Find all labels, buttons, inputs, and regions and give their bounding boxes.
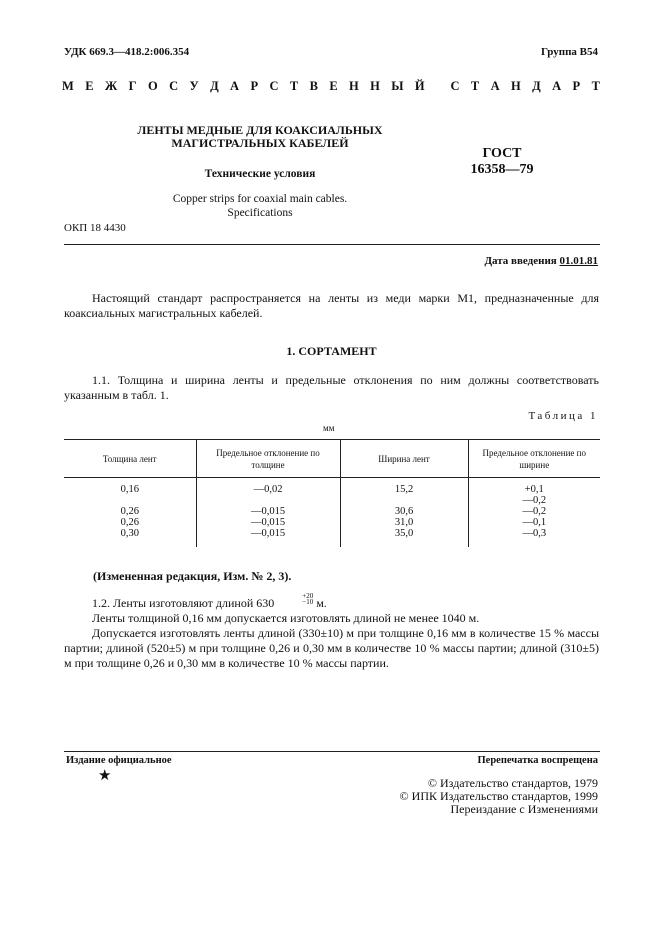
clause-1-2-line-1 [64,593,599,611]
banner-letter: С [450,79,460,93]
cell-width-deviation: —0,3 [468,528,600,539]
sizes-table [64,439,600,547]
cell-width-deviation: —0,2 [468,506,600,517]
banner-letter: Р [572,79,581,93]
header-width-deviation: Предельное отклонение по ширине [468,440,600,478]
cell-thickness: 0,16 [120,484,139,495]
banner-letter: А [552,79,562,93]
banner-letter: Е [85,79,94,93]
copyright-block [400,777,598,816]
banner-letter: Р [250,79,259,93]
cell-width: 35,0 [340,528,468,539]
cell-thickness-deviation: —0,02 [196,484,340,495]
document-title-block [110,124,410,220]
table-row [64,495,600,506]
table-row [64,506,600,517]
cell-width-deviation: —0,1 [468,517,600,528]
banner-letter: Н [349,79,359,93]
copyright-line-2: © ИПК Издательство стандартов, 1999 [399,789,598,803]
clause-1-2-suffix: м. [313,596,327,610]
banner-letter: Т [289,79,299,93]
cell-width: 30,6 [340,506,468,517]
copyright-line-3: Переиздание с Изменениями [450,802,598,816]
title-english-line-1: Copper strips for coaxial main cables. [172,193,348,205]
table-caption: Таблица 1 [528,410,598,422]
banner-letter: Т [470,79,480,93]
header-divider [64,244,600,245]
banner-letter: М [62,79,74,93]
banner-letter: Д [210,79,219,93]
introduction-date [484,255,598,267]
scope-paragraph: Настоящий стандарт распространяется на ленты из меди марки М1, предназначенные для коаксиальных магистральных кабелей. [64,291,599,320]
clause-1-2-prefix: 1.2. Ленты изготовляют длиной 630 [92,596,275,610]
banner-letter: Н [511,79,521,93]
banner-letter: С [169,79,179,93]
header-thickness-deviation: Предельное отклонение по толщине [196,440,340,478]
cell-thickness-deviation: —0,015 [196,506,340,517]
clause-1-2 [64,593,599,671]
banner-letter: У [189,79,199,93]
cell-thickness: 0,30 [120,528,139,539]
banner-letter: В [309,79,318,93]
cell-thickness: 0,26 [120,506,139,517]
clause-1-1: 1.1. Толщина и ширина ленты и предельные отклонения по ним должны соответствовать указанным в табл. 1. [64,373,599,402]
okp-code: ОКП 18 4430 [64,222,126,234]
cell-thickness: 0,26 [120,517,139,528]
table-row [64,517,600,528]
changes-note: (Измененная редакция, Изм. № 2, 3). [93,569,292,583]
banner-letter: Ж [104,79,118,93]
tolerance-plus: +20 [302,592,314,600]
clause-1-2-line-2: Ленты толщиной 0,16 мм допускается изготовлять длиной не менее 1040 м. [92,611,480,625]
footer-divider [64,751,600,752]
banner-letter: Г [128,79,137,93]
header-thickness: Толщина лент [64,440,196,478]
official-edition: Издание официальное [66,755,172,766]
banner-letter: А [230,79,240,93]
title-subtitle: Технические условия [204,168,316,180]
banner-letter: Й [414,79,425,93]
banner-letter: А [490,79,500,93]
reprint-prohibited: Перепечатка воспрещена [477,755,598,766]
cell-thickness-deviation: —0,015 [196,528,340,539]
clause-1-2-line-3: Допускается изготовлять ленты длиной (330±10) м при толщине 0,16 мм в количестве 15 % массы партии; длиной (520±5) м при толщине 0,26 и 0,30 мм в количестве 10 % массы партии; длиной (310±5) м при толщине 0,26 и 0,30 мм в количестве 10 % массы партии. [64,626,599,670]
banner-gap [436,79,439,94]
standard-banner [62,79,600,94]
gost-number: 16358—79 [470,162,534,177]
introduction-date-value: 01.01.81 [559,255,598,267]
gost-label: ГОСТ [482,146,522,161]
banner-letter: О [147,79,158,93]
title-line-1: ЛЕНТЫ МЕДНЫЕ ДЛЯ КОАКСИАЛЬНЫХ [137,123,383,137]
table-unit: мм [323,423,335,433]
cell-width-deviation: +0,1 [468,484,600,495]
star-icon: ★ [98,768,112,784]
section-title: 1. СОРТАМЕНТ [286,344,377,358]
introduction-date-label: Дата введения [484,255,557,267]
cell-width: 31,0 [340,517,468,528]
banner-letter: Ы [391,79,404,93]
title-line-2: МАГИСТРАЛЬНЫХ КАБЕЛЕЙ [171,136,349,150]
length-tolerance [274,593,313,605]
copyright-line-1: © Издательство стандартов, 1979 [427,776,598,790]
udk-code: УДК 669.3—418.2:006.354 [64,46,190,58]
cell-thickness-deviation: —0,015 [196,517,340,528]
banner-letter: Е [329,79,338,93]
title-english [110,192,410,220]
table-row [64,528,600,539]
cell-width: 15,2 [340,484,468,495]
tolerance-minus: −10 [302,598,314,606]
gost-designation [462,146,542,178]
table-row [64,484,600,495]
banner-letter: Д [532,79,541,93]
group-code: Группа В54 [540,46,598,58]
table-header-row [64,440,600,478]
banner-letter: Н [370,79,380,93]
banner-letter: С [269,79,279,93]
header-width: Ширина лент [340,440,468,478]
cell-width-deviation: —0,2 [468,495,600,506]
banner-letter: Т [591,79,600,93]
title-english-line-2: Specifications [227,207,293,219]
